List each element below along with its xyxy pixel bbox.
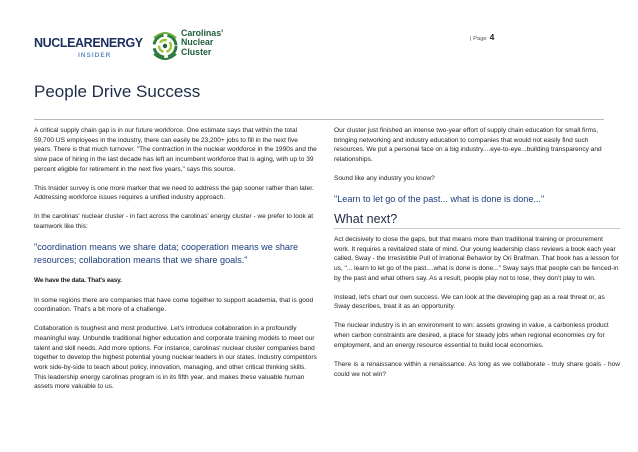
logo-word-energy: ENERGY (92, 36, 143, 50)
collaboration-quote: "coordination means we share data; cooperation means we share resources; collaboration means that we share goals." (34, 242, 299, 266)
right-paragraph-6: There is a renaissance within a renaissance. As long as we collaborate - truly share goals - how could we not win? (334, 360, 620, 378)
cluster-swirl-icon (150, 26, 180, 66)
left-paragraph-3: In the carolinas' nuclear cluster - in fact across the carolinas' energy cluster - we prefer to look at teamwork like this: (34, 213, 314, 231)
left-paragraph-4: In some regions there are companies that have come together to support academia, that is good coordination. That's a bit more of a challenge. (34, 296, 314, 314)
cluster-logo-line-1: Carolinas' (181, 28, 224, 38)
page-label: | Page (470, 36, 487, 42)
section-heading-what-next: What next? (334, 212, 398, 227)
page-number: 4 (489, 32, 495, 42)
left-paragraph-2b: Addressing workforce issues requires a unified industry approach. (34, 194, 226, 202)
right-paragraph-4: Instead, let's chart our own success. We can look at the developing gap as a real threat or, as Sway describes, treat it as an opportunity. (334, 293, 605, 311)
left-paragraph-2 (34, 184, 317, 203)
right-paragraph-2: Sound like any industry you know? (334, 175, 435, 183)
cluster-logo-line-2: Nuclear (181, 37, 214, 48)
let-go-quote: "Learn to let go of the past... what is done is done..." (334, 194, 545, 205)
right-paragraph-5: The nuclear industry is in an environment to win: assets growing in value, a carbonless product when carbon constraints are desired, a place for steady jobs when regional economies cry for employment, and an energy resource essential to build local economies. (334, 322, 609, 349)
data-statement: We have the data. That's easy. (34, 277, 122, 285)
logo-word-insider: INSIDER (78, 52, 112, 59)
left-paragraph-2a: This Insider survey is one more marker that we need to address the gap sooner rather than later. (34, 184, 314, 192)
left-column (34, 126, 317, 401)
section-divider (334, 228, 620, 229)
right-paragraph-1: Our cluster just finished an intense two-year effort of supply chain education for small firms, bringing networking and industry education to companies that would not easily find such resources. We put a personal face on a big industry....eye-to-eye...building transparency and relationships. (334, 127, 602, 163)
cluster-logo-line-3: Cluster (181, 46, 212, 57)
logo-word-nuclear: NUCLEAR (34, 36, 93, 50)
right-paragraph-3: Act decisively to close the gaps, but that means more than traditional training or procurement work. It requires a revitalized state of mind. Our young leadership class reviews a book each year called, Sway - the Irresistible Pull of Irrational Behavior by Ori Brafman. That book has a lesson for us, "... learn to let go of the past....what is done is done..." Sway says that people can be fenced-in by the past and what others say. As a result, people play not to lose, they don't play to win. (334, 236, 619, 282)
page-indicator (470, 32, 494, 42)
title-divider (34, 119, 604, 120)
right-column (334, 126, 620, 389)
nuclear-energy-insider-logo (34, 34, 143, 60)
carolinas-nuclear-cluster-logo (150, 26, 280, 68)
cluster-logo-text (181, 29, 223, 57)
left-paragraph-1: A critical supply chain gap is in our future workforce. One estimate says that within the total 59,700 US employees in the industry, there can easily be 23,200+ jobs to fill in the next five years. There is that much turnover. "The contraction in the nuclear workforce in the 1990s and the slow pace of hiring in the last decade has left an incumbent workforce that is aging, with up to 39 percent eligible for retirement in the next five years," says this source. (34, 127, 317, 173)
page-title: People Drive Success (34, 82, 201, 101)
page-header (0, 0, 638, 72)
left-paragraph-5: Collaboration is toughest and most productive. Let's introduce collaboration in a profoundly meaningful way. Unbundle traditional higher education and corporate training models to meet our talent and skill needs. Add more options. For instance, carolinas' nuclear cluster companies band together to develop the highest potential young nuclear leaders in our states. Industry competitors work side-by-side to teach about policy, innovation, managing, and other critical thinking skills. This leadership energy carolinas program is in its fifth year, and makes these valuable human assets more valuable to us. (34, 325, 317, 391)
